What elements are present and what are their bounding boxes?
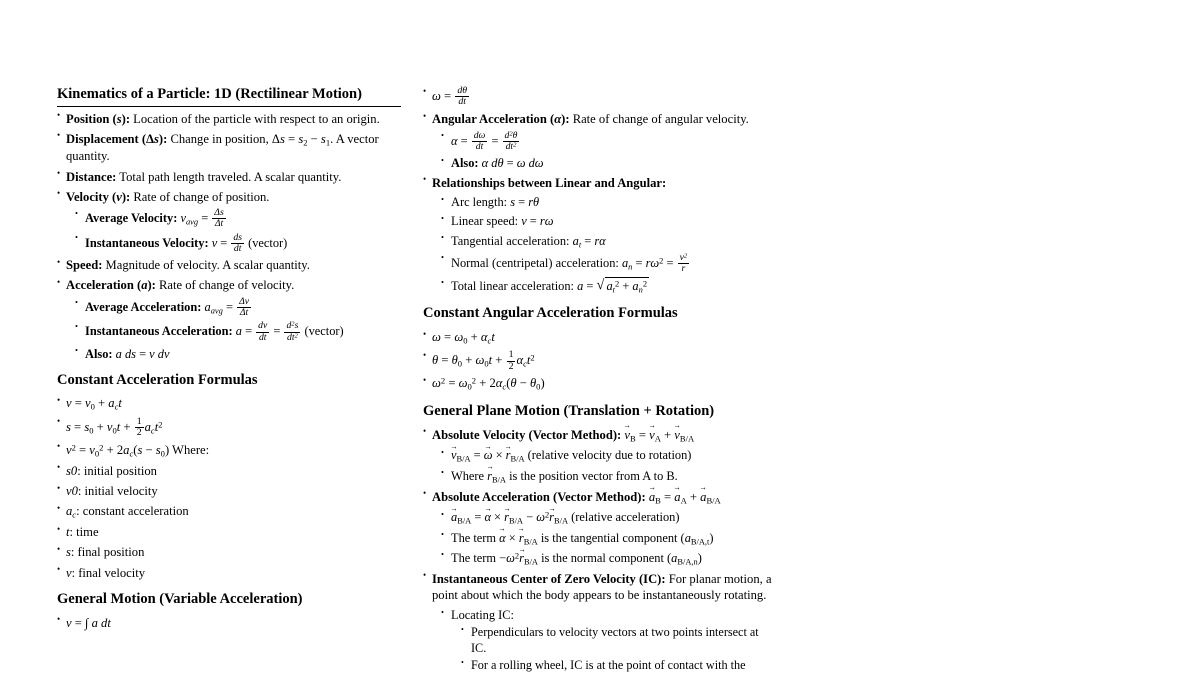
list-item-average-acceleration: • Average Acceleration: $a_{avg}$ = $\frac{\Delta v}{\Delta t}$: [75, 297, 405, 318]
note-tangential-component: • The term α → × $r \to_{B/A}$ is the tangential component $(a_{B/A,t})$: [441, 530, 773, 547]
formula-tangential-acceleration: • Tangential acceleration: $a_t = r\alpha$: [441, 233, 773, 250]
kinematics-definitions-list: [57, 111, 405, 362]
list-item-instantaneous-velocity: • Instantaneous Velocity: v = $\frac{ds}{dt}$ (vector): [75, 233, 405, 254]
list-item-also-ads: • Also: a ds = v dv: [75, 346, 405, 362]
formula-theta: • $\theta = \theta_0 + \omega_0t$ + $\frac{1}{2}$ $\alpha_ct^2$: [423, 350, 773, 372]
formula-s: • $s = s_0 + v_0t$ + $\frac{1}{2}$ $a_ct^2$: [57, 417, 405, 439]
legend-v0: • v0: initial velocity: [57, 483, 405, 500]
formula-omega: • ω = $\frac{d\theta}{dt}$: [423, 86, 773, 108]
legend-ac: • $a_c$: constant acceleration: [57, 503, 405, 521]
absolute-velocity-sublist: [432, 447, 773, 485]
list-item-speed: • Speed: Magnitude of velocity. A scalar quantity.: [57, 257, 405, 274]
legend-s: • s: final position: [57, 544, 405, 561]
note-perpendiculars: • Perpendiculars to velocity vectors at two points intersect at IC.: [461, 625, 773, 656]
formula-relative-velocity: • $v \to_{B/A} = \omega$ → × $r \to_{B/A}$ (relative velocity due to rotation): [441, 447, 773, 464]
list-item-distance: • Distance: Total path length traveled. A scalar quantity.: [57, 169, 405, 186]
legend-s0: • s0: initial position: [57, 463, 405, 480]
relationships-sublist: [432, 194, 773, 295]
list-item-locating-ic: • Locating IC: • Perpendiculars to velocity vectors at two points intersect at IC. • For a rolling wheel, IC is at the point of contact with the: [441, 607, 773, 674]
list-item-angular-acceleration: • Angular Acceleration (α): Rate of change of angular velocity. • α = $\frac{d\omega}{dt}$ = $\frac{d^2\theta}{dt^2}$ • Also: α dθ = ω dω: [423, 111, 773, 171]
absolute-acceleration-sublist: [432, 509, 773, 567]
heading-constant-acceleration: Constant Acceleration Formulas: [57, 371, 258, 388]
constant-acceleration-list: [57, 395, 405, 581]
note-position-vector: • Where $r \to_{B/A}$ is the position vector from A to B.: [441, 468, 773, 485]
legend-t: • t: time: [57, 524, 405, 541]
formula-alpha-dtheta: • Also: α dθ = ω dω: [441, 155, 773, 171]
list-item-acceleration: • Acceleration (a): Rate of change of velocity. • Average Acceleration: $a_{avg}$ = $\frac{\Delta v}{\Delta t}$ • Instantaneous Acceleration: a = $\frac{dv}{dt}$ = $\frac{d^2s}{dt^2}$ (vector) • Also: a ds = v dv: [57, 277, 405, 361]
formula-arc-length: • Arc length: s = rθ: [441, 194, 773, 210]
angular-acceleration-sublist: [432, 131, 773, 171]
formula-linear-speed: • Linear speed: v = rω: [441, 213, 773, 229]
velocity-sublist: [66, 208, 405, 254]
list-item-instantaneous-center: • Instantaneous Center of Zero Velocity (IC): For planar motion, a point about which the body appears to be instantaneously rotating. • Locating IC: • Perpendiculars to velocity vectors at two points intersect at IC. • For a rolling wheel, IC is at the point of contact with the: [423, 571, 773, 674]
formula-omega-linear: • $\omega = \omega_0 + \alpha_ct$: [423, 329, 773, 347]
locating-ic-methods: [451, 625, 773, 674]
list-item-instantaneous-acceleration: • Instantaneous Acceleration: a = $\frac{dv}{dt}$ = $\frac{d^2s}{dt^2}$ (vector): [75, 321, 405, 342]
list-item-position: • Position (s): Location of the particle with respect to an origin.: [57, 111, 405, 128]
list-item-average-velocity: • Average Velocity: $v_{avg}$ = $\frac{\Delta s}{\Delta t}$: [75, 208, 405, 229]
formula-v: • $v = v_0 + a_ct$: [57, 395, 405, 413]
formula-omega-squared: • $\omega^2 = \omega_0^2 + 2\alpha_c(\theta - \theta_0)$: [423, 375, 773, 393]
list-item-displacement: • Displacement (Δs): Change in position, $\Delta s = s_2 - s_1$. A vector quantity.: [57, 131, 405, 165]
general-plane-motion-list: [423, 427, 773, 674]
formula-total-linear-acceleration: • Total linear acceleration: a = √ $a_t^2 + a_n^2$: [441, 277, 773, 295]
angular-definitions-list: [423, 86, 773, 295]
heading-general-plane-motion: General Plane Motion (Translation + Rotation): [423, 403, 715, 420]
formula-normal-acceleration: • Normal (centripetal) acceleration: $a_n = r\omega^2$ = $\frac{v^2}{r}$: [441, 253, 773, 274]
right-column: [423, 86, 773, 677]
list-item-velocity: • Velocity (v): Rate of change of position. • Average Velocity: $v_{avg}$ = $\frac{\Delta s}{\Delta t}$ • Instantaneous Velocity: v = $\frac{ds}{dt}$ (vector): [57, 189, 405, 254]
heading-general-motion: General Motion (Variable Acceleration): [57, 591, 303, 608]
left-column: [57, 86, 405, 635]
constant-angular-acceleration-list: [423, 329, 773, 393]
formula-v2: • $v^2 = v_0^2 + 2a_c(s - s_0)$ Where:: [57, 442, 405, 460]
formula-v-integral: • v = ∫ a dt: [57, 615, 405, 632]
list-item-linear-angular-relationships: • Relationships between Linear and Angular: • Arc length: s = rθ • Linear speed: v = rω • Tangential acceleration: $a_t = r\alpha$ • Normal (centripetal) acceleration: $a_n = r\omega^2$ = $\frac{v^2}{r}$ • Total linear acceleration: a = √ $a_t^2 + a_n^2$: [423, 175, 773, 296]
heading-constant-angular-acceleration: Constant Angular Acceleration Formulas: [423, 305, 678, 322]
legend-v: • v: final velocity: [57, 565, 405, 582]
list-item-absolute-velocity: • Absolute Velocity (Vector Method): $v \to_B = v \to_A + v \to_{B/A}$ • $v \to_{B/A} = \omega$ → × $r \to_{B/A}$ (relative velocity due to rotation) • Where $r \to_{B/A}$ is the position vector from A to B.: [423, 427, 773, 485]
note-rolling-wheel: • For a rolling wheel, IC is at the point of contact with the: [461, 658, 773, 674]
page-title: Kinematics of a Particle: 1D (Rectilinear Motion): [57, 86, 401, 107]
locating-ic-sublist: [432, 607, 773, 674]
acceleration-sublist: [66, 297, 405, 362]
formula-alpha: • α = $\frac{d\omega}{dt}$ = $\frac{d^2\theta}{dt^2}$: [441, 131, 773, 152]
note-normal-component: • The term $-\omega^2r \to_{B/A}$ is the normal component $(a_{B/A,n})$: [441, 550, 773, 567]
list-item-absolute-acceleration: • Absolute Acceleration (Vector Method): $a \to_B = a \to_A + a \to_{B/A}$ • $a \to_{B/A} = \alpha$ → × $r \to_{B/A} - \omega^2r \to_{B/A}$ (relative acceleration) • The term α → × $r \to_{B/A}$ is the tangential component $(a_{B/A,t})$ • The term $-\omega^2r \to_{B/A}$ is the normal component $(a_{B/A,n})$: [423, 489, 773, 568]
formula-relative-acceleration: • $a \to_{B/A} = \alpha$ → × $r \to_{B/A} - \omega^2r \to_{B/A}$ (relative acceleration): [441, 509, 773, 526]
general-motion-list: [57, 615, 405, 632]
